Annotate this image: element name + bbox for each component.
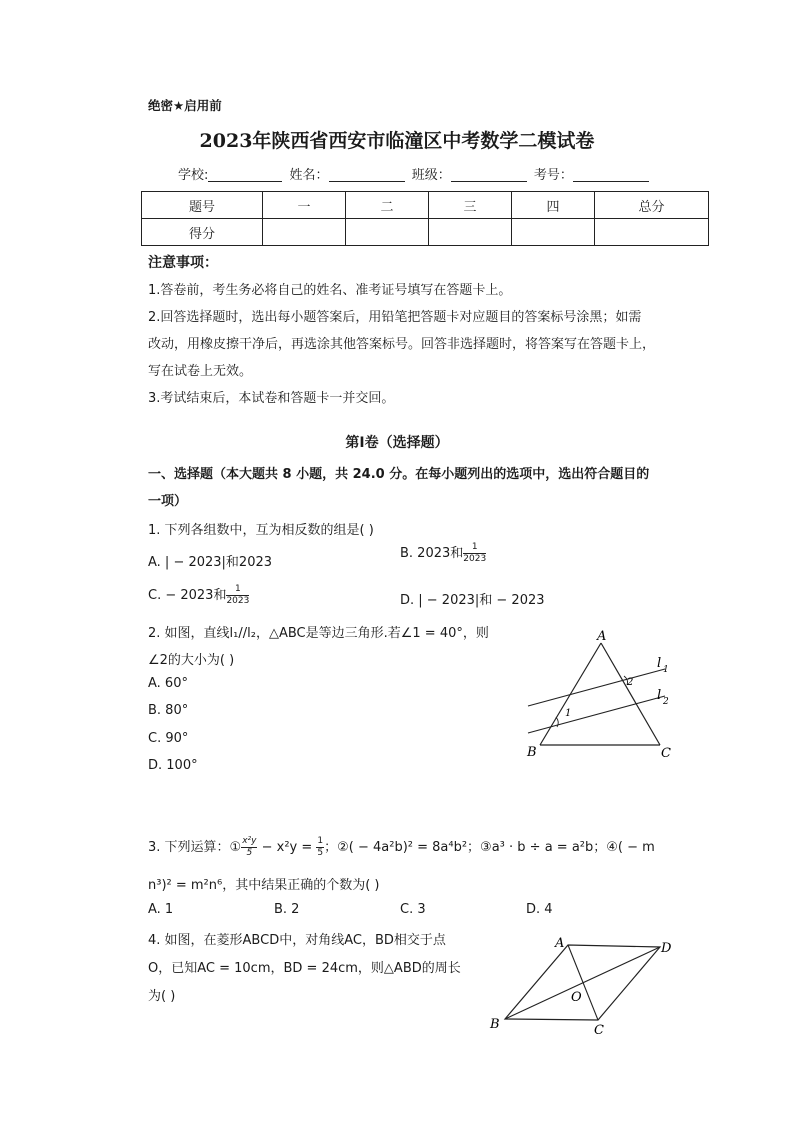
q4-stem-line2: O，已知AC = 10cm，BD = 24cm，则△ABD的周长 <box>148 961 461 976</box>
label-l2-sub: 2 <box>663 697 669 707</box>
diagonal-bd <box>505 947 660 1019</box>
q2-option-a[interactable]: A. 60° <box>148 676 188 691</box>
q4-stem-line1: 4. 如图，在菱形ABCD中，对角线AC，BD相交于点 <box>148 933 446 948</box>
fraction <box>226 584 249 607</box>
q1-option-c-text: C. − 2023和 <box>148 588 227 603</box>
school-label: 学校: <box>178 168 209 183</box>
q3-middle: − x²y = <box>257 840 317 855</box>
class-label: 班级： <box>411 168 451 183</box>
q4-rhombus-figure <box>485 932 680 1042</box>
section-title: 第Ⅰ卷（选择题） <box>345 435 449 451</box>
q3-lead: 3. 下列运算：① <box>148 840 242 855</box>
fraction <box>316 836 324 859</box>
exam-title: 2023年陕西省西安市临潼区中考数学二模试卷 <box>199 130 595 152</box>
score-table-score-row <box>142 219 709 246</box>
fraction-denominator: 5 <box>317 848 324 858</box>
fraction-denominator: 2023 <box>226 596 250 606</box>
note-item: 写在试卷上无效。 <box>148 364 253 379</box>
label-c: C <box>594 1023 604 1038</box>
label-c: C <box>661 746 671 761</box>
table-cell: 二 <box>346 192 429 219</box>
q1-option-d[interactable]: D. | − 2023|和 − 2023 <box>400 593 545 608</box>
label-a: A <box>597 629 607 644</box>
fraction-denominator: 2023 <box>463 554 487 564</box>
q1-stem: 1. 下列各组数中，互为相反数的组是( ) <box>148 523 374 538</box>
q4-stem-line3: 为( ) <box>148 989 176 1004</box>
score-cell[interactable] <box>595 219 709 246</box>
table-cell: 题号 <box>142 192 263 219</box>
table-cell: 三 <box>429 192 512 219</box>
q1-option-b-text: B. 2023和 <box>400 546 464 561</box>
part-instruction-line2: 一项） <box>148 494 188 509</box>
fraction-numerator: x²y <box>242 836 257 846</box>
score-cell[interactable] <box>429 219 512 246</box>
q2-stem-line1: 2. 如图，直线l₁//l₂，△ABC是等边三角形.若∠1 = 40°，则 <box>148 626 489 641</box>
fraction-numerator: 1 <box>317 836 324 846</box>
score-cell[interactable] <box>512 219 595 246</box>
score-table <box>141 191 709 246</box>
fraction-denominator: 5 <box>246 848 253 858</box>
name-blank[interactable] <box>329 167 405 182</box>
line-l1 <box>528 669 665 706</box>
note-item: 1.答卷前，考生务必将自己的姓名、准考证号填写在答题卡上。 <box>148 283 512 298</box>
side-ac <box>601 643 660 745</box>
table-cell: 得分 <box>142 219 263 246</box>
id-label: 考号： <box>533 168 573 183</box>
q2-option-d[interactable]: D. 100° <box>148 758 198 773</box>
label-l2: l <box>657 688 662 703</box>
label-angle-1: 1 <box>565 708 572 719</box>
q1-option-a[interactable]: A. | − 2023|和2023 <box>148 555 273 570</box>
q3-option-d[interactable]: D. 4 <box>526 902 553 917</box>
q3-line1 <box>148 836 655 859</box>
notes-list <box>148 277 655 412</box>
name-label: 姓名： <box>289 168 329 183</box>
class-blank[interactable] <box>451 167 527 182</box>
triangle-abc <box>540 643 660 745</box>
label-l1: l <box>657 656 662 671</box>
table-cell: 四 <box>512 192 595 219</box>
line-l2 <box>528 696 665 733</box>
fraction <box>463 542 486 565</box>
q3-option-b[interactable]: B. 2 <box>274 902 300 917</box>
q2-option-c[interactable]: C. 90° <box>148 731 189 746</box>
id-blank[interactable] <box>573 167 649 182</box>
fraction-numerator: 1 <box>463 542 486 554</box>
note-item: 2.回答选择题时，选出每小题答案后，用铅笔把答题卡对应题目的答案标号涂黑；如需 <box>148 310 642 325</box>
label-d: D <box>661 941 672 956</box>
q1-option-b[interactable] <box>400 542 486 565</box>
notes-heading: 注意事项： <box>148 255 218 271</box>
score-cell[interactable] <box>346 219 429 246</box>
table-cell: 总分 <box>595 192 709 219</box>
note-item: 改动，用橡皮擦干净后，再选涂其他答案标号。回答非选择题时，将答案写在答题卡上， <box>148 337 656 352</box>
part-instruction-line1: 一、选择题（本大题共 8 小题，共 24.0 分。在每小题列出的选项中，选出符合题目的 <box>148 467 650 482</box>
score-table-header-row <box>142 192 709 219</box>
q3-rest: ；②( − 4a²b)² = 8a⁴b²；③a³ · b ÷ a = a²b；④( − m <box>324 840 655 855</box>
note-item: 3.考试结束后，本试卷和答题卡一并交回。 <box>148 391 395 406</box>
q2-option-b[interactable]: B. 80° <box>148 703 189 718</box>
label-b: B <box>490 1017 500 1032</box>
q3-line2: n³)² = m²n⁶，其中结果正确的个数为( ) <box>148 878 380 893</box>
label-b: B <box>527 745 537 760</box>
score-cell[interactable] <box>263 219 346 246</box>
school-blank[interactable] <box>208 167 282 182</box>
q3-option-a[interactable]: A. 1 <box>148 902 174 917</box>
student-info-line <box>178 164 652 183</box>
fraction-numerator: 1 <box>226 584 249 596</box>
label-a: A <box>555 936 565 951</box>
fraction <box>241 836 257 859</box>
label-o: O <box>571 990 582 1005</box>
confidential-mark: 绝密★启用前 <box>148 98 222 113</box>
q2-stem-line2: ∠2的大小为( ) <box>148 653 235 668</box>
q3-option-c[interactable]: C. 3 <box>400 902 426 917</box>
q1-option-c[interactable] <box>148 584 249 607</box>
label-angle-2: 2 <box>627 677 634 688</box>
label-l1-sub: 1 <box>663 665 669 675</box>
table-cell: 一 <box>263 192 346 219</box>
q2-triangle-figure <box>520 625 680 765</box>
